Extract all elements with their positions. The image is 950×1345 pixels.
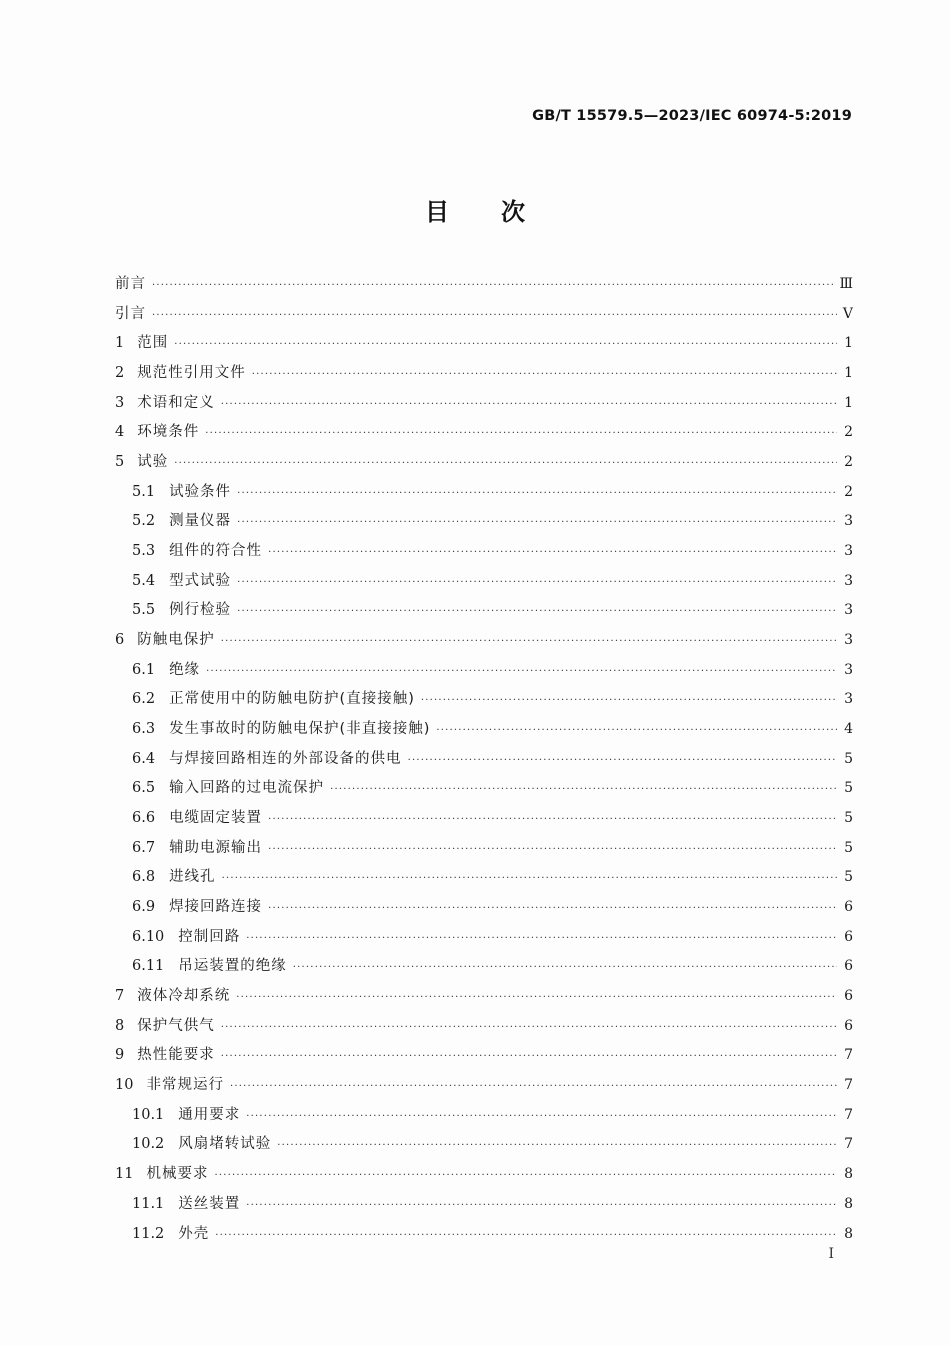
toc-entry-page-number: 5 (844, 839, 853, 856)
toc-entry-number: 6.11 (132, 958, 165, 975)
toc-entry-label: 输入回路的过电流保护 (169, 780, 325, 797)
toc-entry-label: 电缆固定装置 (169, 810, 263, 827)
toc-entry-label: 规范性引用文件 (137, 365, 246, 382)
toc-dot-leader (214, 1161, 837, 1190)
toc-entry-number: 9 (115, 1047, 125, 1064)
toc-entry-page-number: 7 (844, 1136, 853, 1153)
toc-entry-page-number: 7 (844, 1077, 853, 1094)
toc-entry-number: 6.9 (132, 899, 156, 916)
toc-entry-number: 7 (115, 988, 125, 1005)
toc-dot-leader (268, 805, 837, 834)
toc-dot-leader (237, 568, 837, 597)
toc-entry-page-number: 1 (844, 394, 853, 411)
toc-entry-label: 术语和定义 (137, 394, 215, 411)
toc-entry[interactable] (115, 1041, 853, 1071)
toc-entry-label: 通用要求 (178, 1106, 241, 1123)
toc-entry-label: 辅助电源输出 (169, 839, 263, 856)
toc-entry-page-number: 6 (844, 988, 853, 1005)
toc-entry-label: 与焊接回路相连的外部设备的供电 (169, 750, 402, 767)
toc-entry-number: 8 (115, 1017, 125, 1034)
toc-dot-leader (152, 271, 835, 300)
toc-entry-number: 10.1 (132, 1106, 165, 1123)
toc-entry-number: 11.1 (132, 1195, 165, 1212)
toc-dot-leader (246, 1102, 837, 1131)
toc-dot-leader (222, 864, 837, 893)
toc-entry[interactable] (115, 596, 853, 626)
toc-dot-leader (237, 479, 837, 508)
toc-entry-number: 5.3 (132, 543, 156, 560)
toc-entry-page-number: 2 (844, 483, 853, 500)
toc-dot-leader (221, 1042, 837, 1071)
toc-entry-label: 机械要求 (146, 1166, 209, 1183)
toc-entry[interactable] (115, 1071, 853, 1101)
toc-entry[interactable] (115, 715, 853, 745)
toc-entry[interactable] (115, 893, 853, 923)
toc-entry-page-number: 1 (844, 365, 853, 382)
toc-dot-leader (230, 1072, 837, 1101)
toc-entry-number: 5.2 (132, 513, 156, 530)
toc-entry-label: 保护气供气 (137, 1017, 215, 1034)
toc-entry-number: 11 (115, 1166, 134, 1183)
toc-entry[interactable] (115, 656, 853, 686)
toc-dot-leader (268, 538, 837, 567)
toc-dot-leader (277, 1131, 837, 1160)
toc-entry-number: 1 (115, 335, 125, 352)
toc-entry-page-number: 8 (844, 1166, 853, 1183)
toc-entry-label: 例行检验 (169, 602, 232, 619)
toc-dot-leader (237, 597, 837, 626)
toc-entry-label: 型式试验 (169, 572, 232, 589)
toc-entry-label: 组件的符合性 (169, 543, 263, 560)
toc-entry[interactable] (115, 567, 853, 597)
toc-entry[interactable] (115, 448, 853, 478)
toc-entry-page-number: 3 (844, 572, 853, 589)
toc-entry-page-number: 5 (844, 750, 853, 767)
toc-entry[interactable] (115, 537, 853, 567)
toc-entry[interactable] (115, 507, 853, 537)
toc-entry-number: 4 (115, 424, 125, 441)
toc-entry[interactable] (115, 774, 853, 804)
page-number-footer: Ⅰ (828, 1246, 834, 1262)
toc-entry[interactable] (115, 1101, 853, 1131)
toc-entry-number: 6.1 (132, 661, 156, 678)
toc-entry-number: 6.4 (132, 750, 156, 767)
toc-dot-leader (174, 330, 837, 359)
toc-entry[interactable] (115, 745, 853, 775)
toc-entry-page-number: 5 (844, 869, 853, 886)
toc-entry-label: 外壳 (178, 1225, 210, 1242)
toc-entry-number: 10 (115, 1077, 134, 1094)
toc-entry-number: 6 (115, 632, 125, 649)
toc-dot-leader (293, 953, 837, 982)
toc-entry-page-number: 3 (844, 543, 853, 560)
toc-entry-label: 风扇堵转试验 (178, 1136, 272, 1153)
toc-entry-label: 液体冷却系统 (137, 988, 231, 1005)
toc-dot-leader (246, 1191, 837, 1220)
toc-entry-label: 防触电保护 (137, 632, 215, 649)
toc-entry-page-number: 3 (844, 632, 853, 649)
toc-entry-label: 焊接回路连接 (169, 899, 263, 916)
standard-number-header: GB/T 15579.5—2023/IEC 60974-5:2019 (532, 108, 852, 124)
toc-title-part1: 目 (425, 198, 449, 226)
toc-entry-page-number: 3 (844, 602, 853, 619)
toc-dot-leader (421, 686, 837, 715)
toc-entry-label: 测量仪器 (169, 513, 232, 530)
toc-entry-page-number: 3 (844, 513, 853, 530)
toc-dot-leader (174, 449, 837, 478)
toc-entry-label: 非常规运行 (146, 1077, 224, 1094)
toc-entry-label: 进线孔 (169, 869, 216, 886)
toc-entry-page-number: 8 (844, 1195, 853, 1212)
toc-entry-page-number: 6 (844, 1017, 853, 1034)
toc-dot-leader (205, 419, 837, 448)
toc-entry[interactable] (115, 923, 853, 953)
toc-entry-label: 热性能要求 (137, 1047, 215, 1064)
toc-entry-number: 5.4 (132, 572, 156, 589)
toc-entry-number: 2 (115, 365, 125, 382)
toc-entry-number: 6.10 (132, 928, 165, 945)
toc-dot-leader (152, 301, 837, 330)
toc-dot-leader (408, 746, 837, 775)
toc-entry-page-number: 3 (844, 691, 853, 708)
toc-entry-number: 6.8 (132, 869, 156, 886)
toc-dot-leader (246, 924, 837, 953)
toc-entry[interactable] (115, 478, 853, 508)
toc-entry-page-number: 5 (844, 810, 853, 827)
toc-entry-page-number: 2 (844, 424, 853, 441)
toc-entry-page-number: 3 (844, 661, 853, 678)
toc-entry-page-number: 8 (844, 1225, 853, 1242)
toc-entry[interactable] (115, 1130, 853, 1160)
toc-entry-page-number: Ⅲ (839, 276, 853, 292)
toc-dot-leader (237, 508, 837, 537)
toc-entry-label: 控制回路 (178, 928, 241, 945)
toc-entry[interactable] (115, 1220, 853, 1250)
toc-dot-leader (236, 983, 837, 1012)
toc-title-part2: 次 (501, 198, 525, 226)
toc-entry-page-number: 1 (844, 335, 853, 352)
toc-entry[interactable] (115, 418, 853, 448)
toc-entry[interactable] (115, 804, 853, 834)
toc-entry-label: 引言 (115, 305, 146, 322)
toc-entry-label: 发生事故时的防触电保护(非直接接触) (169, 721, 431, 738)
toc-entry[interactable] (115, 863, 853, 893)
toc-entry[interactable] (115, 982, 853, 1012)
toc-entry[interactable] (115, 626, 853, 656)
toc-entry-page-number: 5 (844, 780, 853, 797)
toc-entry-number: 5 (115, 454, 125, 471)
toc-entry-page-number: Ⅴ (842, 305, 853, 322)
toc-entry-label: 前言 (115, 276, 146, 292)
toc-entry-label: 范围 (137, 335, 169, 352)
toc-entry-page-number: 4 (844, 721, 853, 738)
toc-entry-page-number: 2 (844, 454, 853, 471)
toc-entry[interactable] (115, 359, 853, 389)
toc-entry-label: 试验条件 (169, 483, 232, 500)
toc-entry[interactable] (115, 1190, 853, 1220)
toc-dot-leader (206, 657, 837, 686)
toc-dot-leader (221, 627, 837, 656)
toc-entry-page-number: 6 (844, 928, 853, 945)
toc-entry[interactable] (115, 834, 853, 864)
toc-dot-leader (252, 360, 837, 389)
toc-entry-number: 10.2 (132, 1136, 165, 1153)
toc-entry[interactable] (115, 1160, 853, 1190)
toc-title (0, 192, 950, 227)
toc-dot-leader (221, 390, 837, 419)
toc-entry-number: 6.3 (132, 721, 156, 738)
toc-dot-leader (268, 835, 837, 864)
toc-entry-label: 环境条件 (137, 424, 200, 441)
toc-entry[interactable] (115, 329, 853, 359)
toc-entry-label: 吊运装置的绝缘 (178, 958, 287, 975)
toc-entry-label: 正常使用中的防触电防护(直接接触) (169, 691, 415, 708)
toc-entry-page-number: 6 (844, 899, 853, 916)
toc-entry-number: 6.7 (132, 839, 156, 856)
toc-entry-label: 送丝装置 (178, 1195, 241, 1212)
toc-entry[interactable] (115, 270, 853, 300)
toc-dot-leader (221, 1013, 837, 1042)
toc-entry-page-number: 6 (844, 958, 853, 975)
toc-entry-label: 绝缘 (169, 661, 201, 678)
table-of-contents (115, 270, 853, 1249)
toc-dot-leader (330, 775, 837, 804)
toc-entry[interactable] (115, 685, 853, 715)
toc-entry[interactable] (115, 952, 853, 982)
toc-entry-number: 3 (115, 394, 125, 411)
toc-entry-number: 11.2 (132, 1225, 165, 1242)
toc-entry-number: 6.6 (132, 810, 156, 827)
toc-dot-leader (268, 894, 837, 923)
toc-entry-number: 5.1 (132, 483, 156, 500)
toc-entry-label: 试验 (137, 454, 169, 471)
toc-entry-page-number: 7 (844, 1106, 853, 1123)
toc-entry-number: 6.2 (132, 691, 156, 708)
toc-entry-number: 6.5 (132, 780, 156, 797)
toc-entry[interactable] (115, 300, 853, 330)
toc-dot-leader (436, 716, 837, 745)
toc-entry-number: 5.5 (132, 602, 156, 619)
toc-entry-page-number: 7 (844, 1047, 853, 1064)
toc-entry[interactable] (115, 1012, 853, 1042)
toc-entry[interactable] (115, 389, 853, 419)
toc-dot-leader (215, 1221, 837, 1250)
